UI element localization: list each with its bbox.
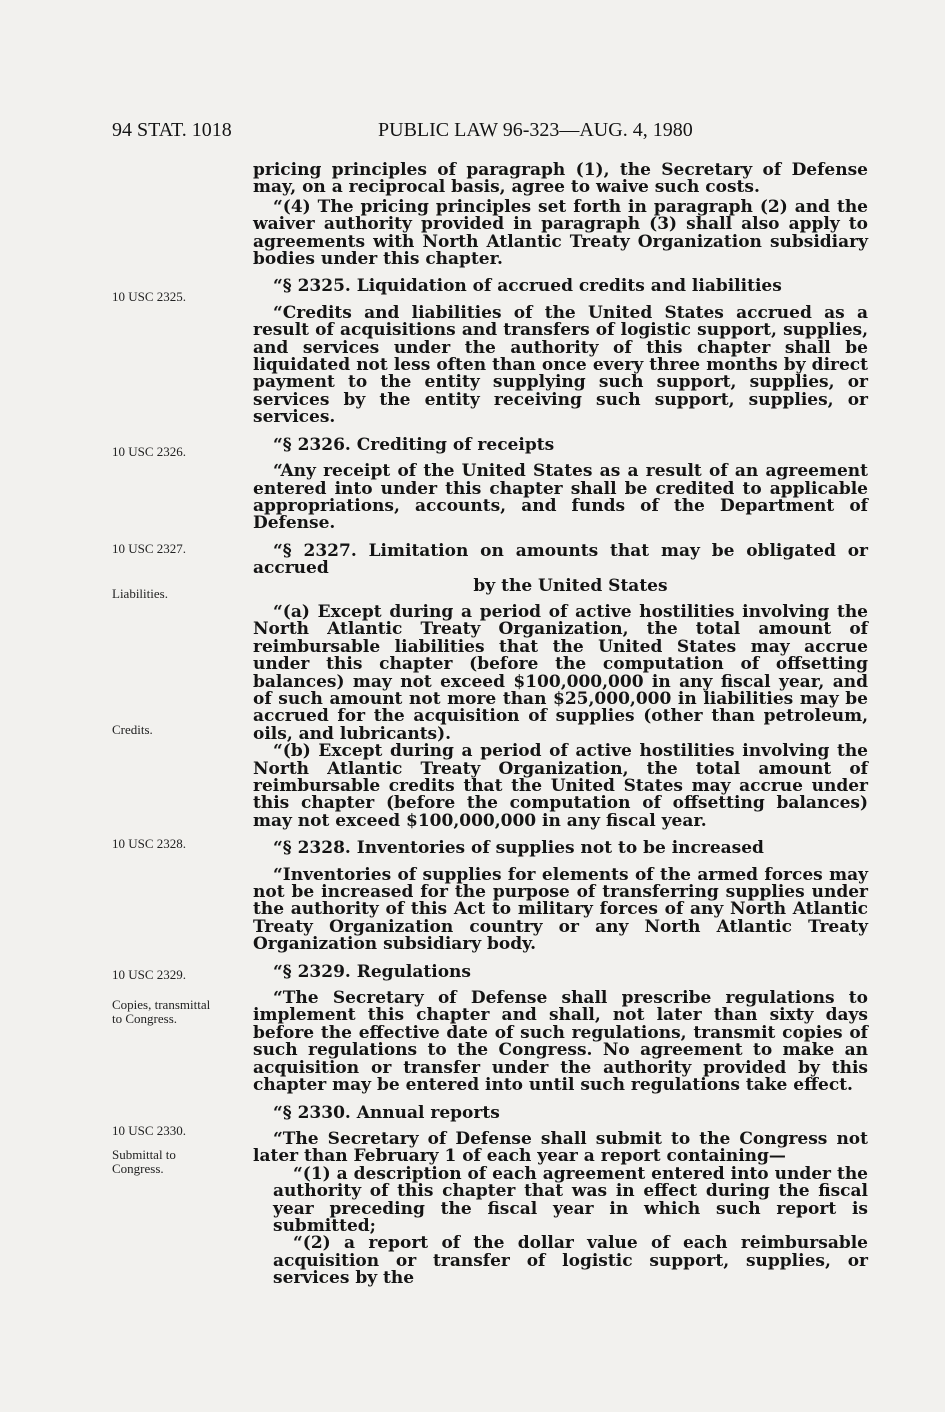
section-heading-2325: “§ 2325. Liquidation of accrued credits and liabilities (273, 276, 782, 297)
statute-page-number: 94 STAT. 1018 (112, 119, 232, 141)
margin-note-2325: 10 USC 2325. (112, 289, 187, 304)
margin-note-2326: 10 USC 2326. (112, 444, 187, 459)
section-2327-subsection-a: “(a) Except during a period of active hostilities involving the North Atlantic Treaty Organization, the total amount of reimbursable liabilities that the United States may accrue under this chapter (before the computation of offsetting balances) may not exceed $100,000,000 in any fiscal year, and of such amount not more than $25,000,000 in liabilities may be accrued for the acquisition of supplies (other than petroleum, oils, and lubricants). (253, 601, 868, 744)
section-2329-text: “The Secretary of Defense shall prescribe regulations to implement this chapter and shall, not later than sixty days before the effective date of such regulations, transmit copies of such regulations to the Congress. No agreement to make an acquisition or transfer under the authority provided by this chapter may be entered into until such regulations take effect. (253, 988, 868, 1096)
margin-note-2329: 10 USC 2329. (112, 967, 187, 982)
section-2325-text: “Credits and liabilities of the United States accrued as a result of acquisitions and transfers of logistic support, supplies, and services under the authority of this chapter shall be liquidated not less often than once every three months by direct payment to the entity supplying such support, supplies, or services by the entity receiving such support, supplies, or services. (253, 302, 868, 428)
paragraph-continuation: pricing principles of paragraph (1), the Secretary of Defense may, on a reciprocal basis, agree to waive such costs. (253, 160, 868, 198)
section-2327-subsection-b: “(b) Except during a period of active hostilities involving the North Atlantic Treaty Organization, the total amount of reimbursable credits that the United States may accrue under this chapter (before the computation of offsetting balances) may not exceed $100,000,000 in any fiscal year. (253, 741, 868, 831)
margin-note-2327: 10 USC 2327. (112, 541, 187, 556)
public-law-title: PUBLIC LAW 96-323—AUG. 4, 1980 (378, 119, 693, 141)
section-heading-2326: “§ 2326. Crediting of receipts (273, 434, 555, 455)
section-heading-2328: “§ 2328. Inventories of supplies not to be increased (273, 838, 764, 859)
section-2330-text: “The Secretary of Defense shall submit to the Congress not later than February 1 of each year a report containing— (253, 1128, 868, 1167)
margin-note-credits: Credits. (112, 722, 153, 737)
margin-note-submittal: Submittal to Congress. (112, 1147, 176, 1176)
section-heading-2327-line2: by the United States (473, 575, 668, 596)
section-2330-item-2: “(2) a report of the dollar value of each reimbursable acquisition or transfer of logistic support, supplies, or services by the (273, 1233, 868, 1289)
section-heading-2327-line1: “§ 2327. Limitation on amounts that may be obligated or accrued (253, 540, 868, 579)
margin-note-liabilities: Liabilities. (112, 586, 168, 601)
margin-note-copies: Copies, transmittal to Congress. (112, 997, 211, 1026)
paragraph-4: “(4) The pricing principles set forth in paragraph (2) and the waiver authority provided in paragraph (3) shall also apply to agreements with North Atlantic Treaty Organization subsidiary bodies under this chapter. (253, 196, 868, 270)
section-2326-text: “Any receipt of the United States as a result of an agreement entered into under this chapter shall be credited to applicable appropriations, accounts, and funds of the Department of Defense. (253, 461, 868, 534)
section-heading-2327 (253, 540, 868, 596)
section-2330-item-1: “(1) a description of each agreement entered into under the authority of this chapter that was in effect during the fiscal year preceding the fiscal year in which such report is submitted; (273, 1163, 868, 1236)
margin-note-2330: 10 USC 2330. (112, 1123, 187, 1138)
document-body (253, 162, 868, 1288)
section-heading-2329: “§ 2329. Regulations (273, 961, 471, 982)
margin-note-2328: 10 USC 2328. (112, 836, 187, 851)
section-heading-2330: “§ 2330. Annual reports (273, 1102, 500, 1123)
section-2328-text: “Inventories of supplies for elements of the armed forces may not be increased for the purpose of transferring supplies under the authority of this Act to military forces of any North Atlantic Treaty Organization country or any North Atlantic Treaty Organization subsidiary body. (253, 864, 868, 955)
